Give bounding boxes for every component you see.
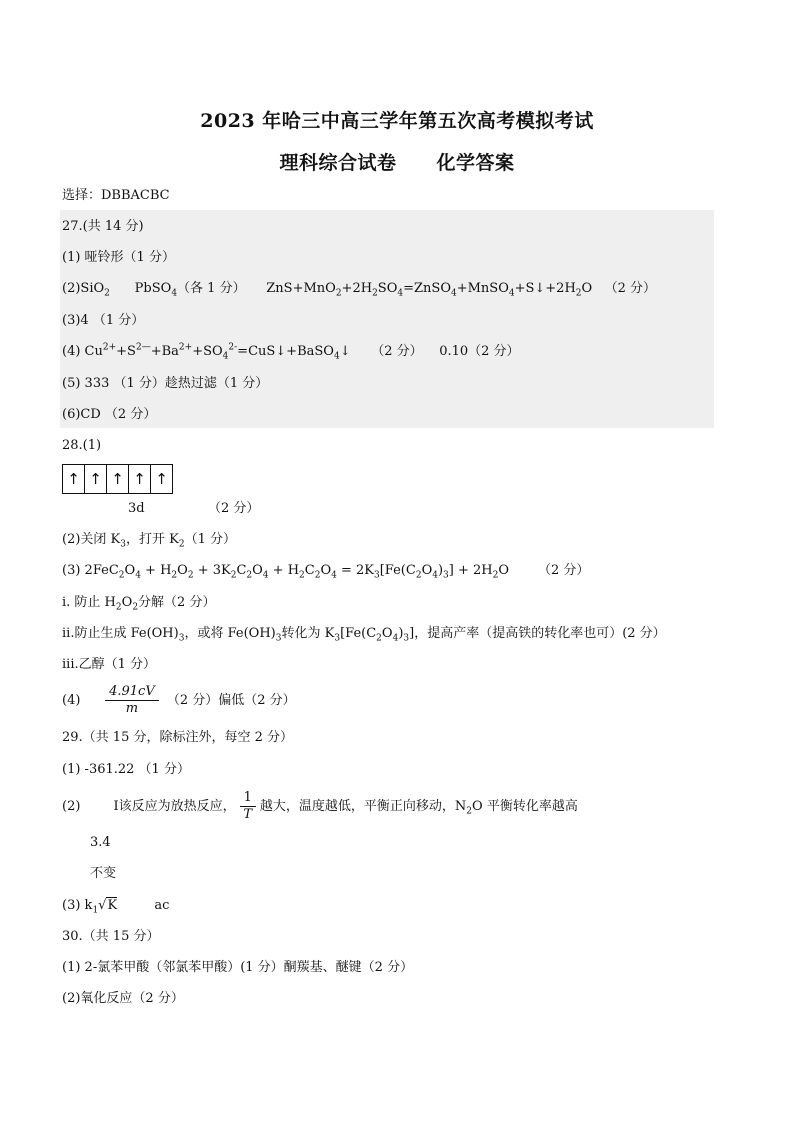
purity-fraction: $\frac{4.91cV}{m}$: [105, 684, 159, 717]
q28-part-4: (4) $\frac{4.91cV}{m}$ （2 分）偏低（2 分）: [62, 684, 296, 716]
up-arrow-icon: ↑: [107, 465, 129, 493]
q27-highlight-block: [60, 210, 714, 428]
q28-part-ii: ii.防止生成 $Fe(OH)_3$，或将 $Fe(OH)_3$转化为 $K_3[Fe(C_2O_4)_3]$，提高产率（提高铁的转化率也可）(2 分）: [62, 626, 666, 644]
inverse-temperature-fraction: $\frac{1}{T}$: [240, 790, 256, 823]
title-line-1: 2023 年哈三中高三学年第五次高考模拟考试: [200, 110, 594, 132]
title-exam-name: 理科综合试卷: [279, 152, 397, 174]
orbital-score: （2 分）: [208, 501, 260, 516]
square-root-icon: √K: [98, 898, 118, 913]
title-line-2: [0, 148, 794, 175]
up-arrow-icon: ↑: [85, 465, 107, 493]
q28-part-3: (3) $2FeC_2O_4 + H_2O_2 + 3K_2C_2O_4 + H_2C_2O_4 = 2K_3[Fe(C_2O_4)_3] + 2H_2O$ （2 分）: [62, 563, 590, 581]
q28-part-iii: iii.乙醇（1 分）: [62, 657, 157, 672]
q29-header: 29.（共 15 分，除标注外，每空 2 分）: [62, 730, 294, 745]
orbital-label: 3d: [128, 501, 145, 516]
q27-part-2: (2)SiO$_2$ PbSO$_4$（各 1 分） $ZnS+MnO_2+2H_2SO_4=ZnSO_4+MnSO_4+S↓+2H_2O$ （2 分）: [62, 281, 657, 299]
up-arrow-icon: ↑: [155, 470, 168, 488]
q30-header: 30.（共 15 分）: [62, 929, 160, 944]
q27-part-1: (1) 哑铃形（1 分）: [62, 250, 175, 265]
q29-part-3: (3) $k_1√K$ ac: [62, 898, 170, 916]
q29-value-1: 3.4: [90, 835, 111, 850]
q27-part-6: (6)CD （2 分）: [62, 407, 157, 422]
up-arrow-icon: ↑: [63, 465, 85, 493]
q27-part-4: (4) $Cu^{2+}+S^{2—}+Ba^{2+}+SO_4^{2-}=CuS↓+BaSO_4↓$ （2 分） 0.10（2 分）: [62, 342, 520, 362]
q29-value-2: 不变: [90, 866, 117, 881]
choice-answers: 选择：DBBACBC: [62, 188, 170, 203]
title-answer-key: 化学答案: [436, 152, 515, 174]
q28-header: 28.(1): [62, 438, 102, 453]
q29-part-1: (1) -361.22 （1 分）: [62, 762, 190, 777]
orbital-diagram-3d: [62, 464, 173, 494]
up-arrow-icon: ↑: [129, 465, 151, 493]
q27-header: 27.(共 14 分): [62, 219, 144, 234]
q30-part-2: (2)氧化反应（2 分）: [62, 991, 184, 1006]
q28-part-i: i. 防止 $H_2O_2$分解（2 分）: [62, 595, 216, 613]
q30-part-1: (1) 2-氯苯甲酸（邻氯苯甲酸）(1 分）酮羰基、醚键（2 分）: [62, 960, 414, 975]
q27-part-5: (5) 333 （1 分）趁热过滤（1 分）: [62, 376, 269, 391]
q29-part-2: (2) I该反应为放热反应， $\frac{1}{T}$ 越大，温度越低，平衡正向移动，$N_2O$ 平衡转化率越高: [62, 790, 578, 822]
q28-part-2: (2)关闭 $K_3$，打开 $K_2(1$ 分）: [62, 532, 236, 550]
q27-part-3: (3)4 （1 分）: [62, 313, 145, 328]
